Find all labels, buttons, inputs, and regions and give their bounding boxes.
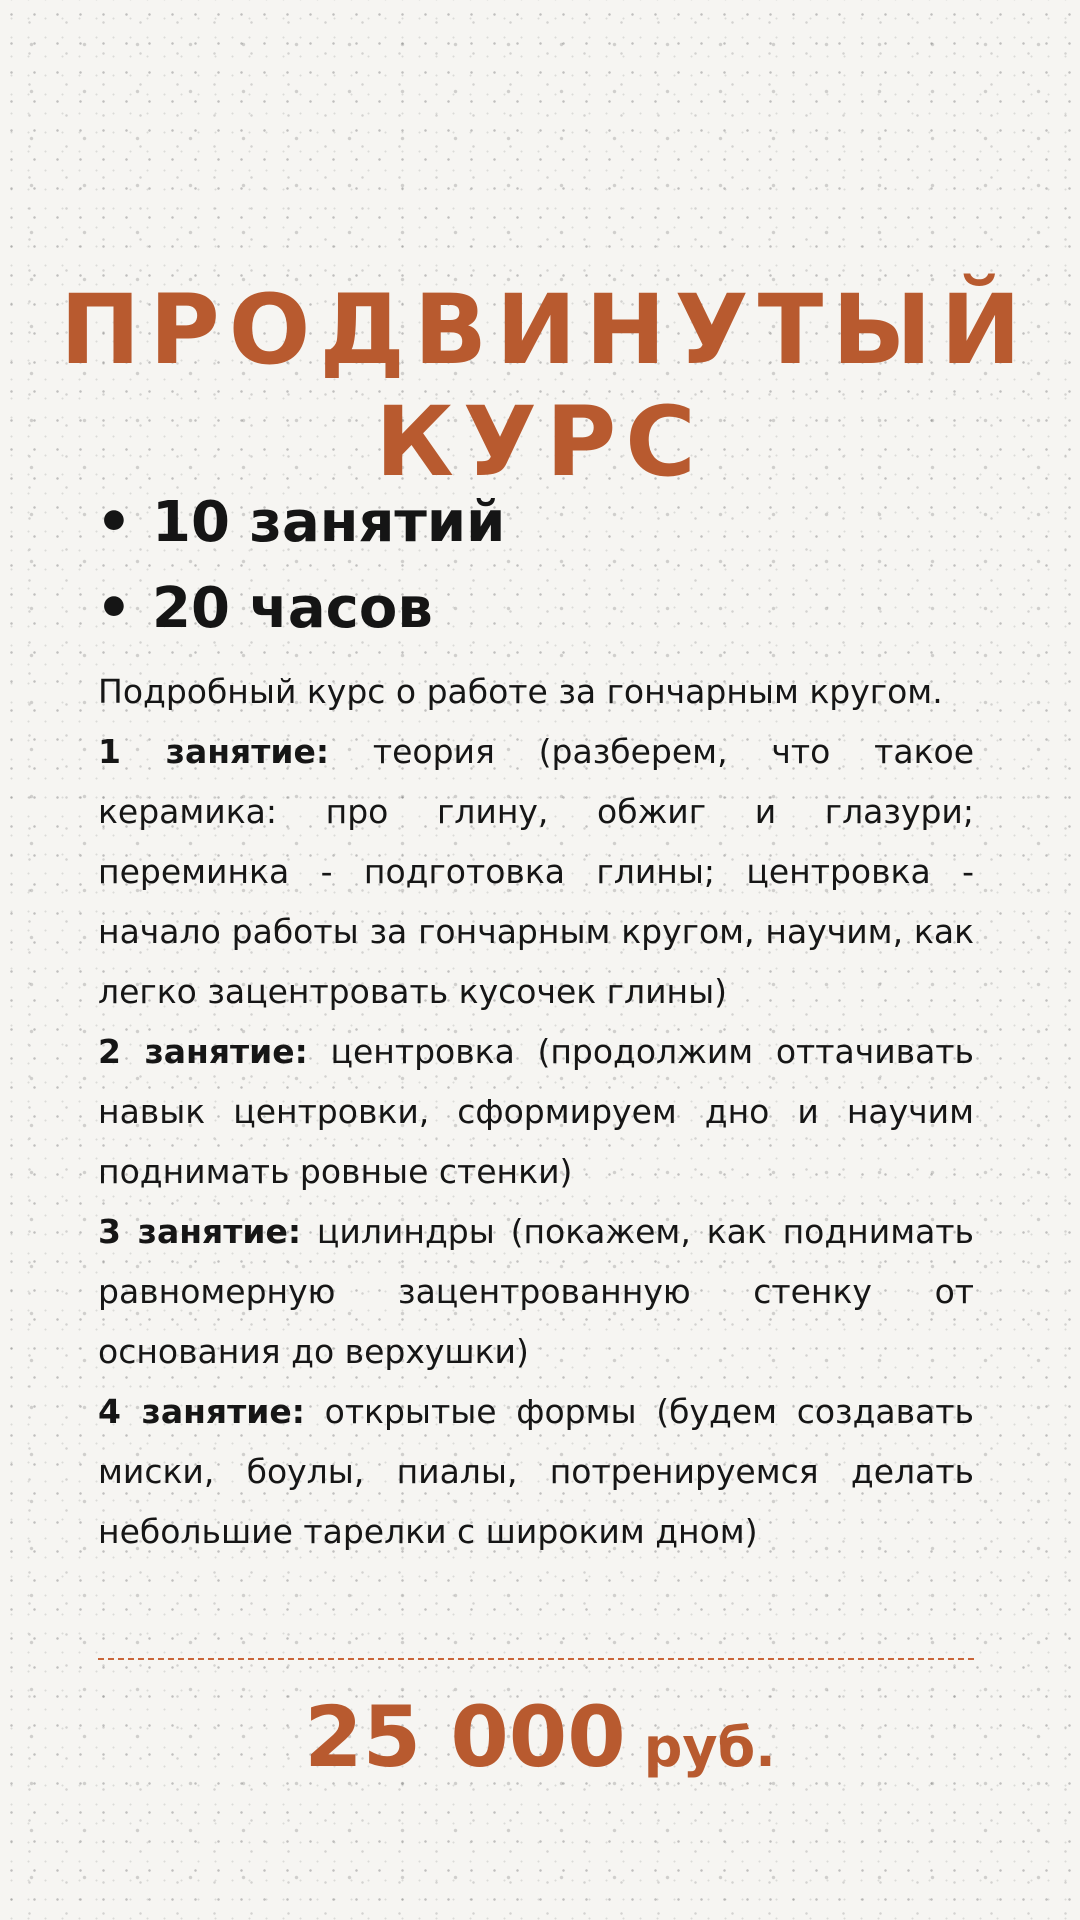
summary-item-text: 10 занятий bbox=[152, 490, 506, 555]
summary-item-lessons bbox=[96, 480, 996, 566]
lesson-text: центровка (продолжим оттачивать навык центровки, сформируем дно и научим поднимать ровные стенки) bbox=[98, 1032, 974, 1191]
lesson-label: 4 занятие: bbox=[98, 1392, 305, 1431]
course-title-line-1: ПРОДВИНУТЫЙ bbox=[60, 274, 1030, 387]
bullet-icon: • bbox=[96, 576, 132, 641]
lesson-label: 2 занятие: bbox=[98, 1032, 308, 1071]
lesson-item bbox=[98, 1382, 974, 1562]
lesson-label: 1 занятие: bbox=[98, 732, 330, 771]
price-amount: 25 000 bbox=[304, 1688, 626, 1786]
price-currency: руб. bbox=[643, 1716, 776, 1779]
lesson-item bbox=[98, 1202, 974, 1382]
lesson-text: открытые формы (будем создавать миски, боулы, пиалы, потренируемся делать небольшие тарелки с широким дном) bbox=[98, 1392, 974, 1551]
bullet-icon: • bbox=[96, 490, 132, 555]
lesson-item bbox=[98, 1022, 974, 1202]
lesson-text: цилиндры (покажем, как поднимать равномерную зацентрованную стенку от основания до верхушки) bbox=[98, 1212, 974, 1371]
course-title bbox=[60, 274, 1030, 499]
course-title-line-2: КУРС bbox=[375, 386, 705, 499]
course-description bbox=[98, 662, 974, 1562]
course-price bbox=[60, 1682, 1020, 1803]
summary-item-text: 20 часов bbox=[152, 576, 433, 641]
lesson-item bbox=[98, 722, 974, 1022]
lesson-text: теория (разберем, что такое керамика: про глину, обжиг и глазури; переминка - подготовка глины; центровка - начало работы за гончарным кругом, научим, как легко зацентровать кусочек глины) bbox=[98, 732, 974, 1011]
price-divider bbox=[98, 1658, 974, 1660]
lesson-label: 3 занятие: bbox=[98, 1212, 302, 1251]
summary-item-hours bbox=[96, 566, 996, 652]
course-summary-list bbox=[96, 480, 996, 652]
course-intro: Подробный курс о работе за гончарным кругом. bbox=[98, 672, 943, 711]
